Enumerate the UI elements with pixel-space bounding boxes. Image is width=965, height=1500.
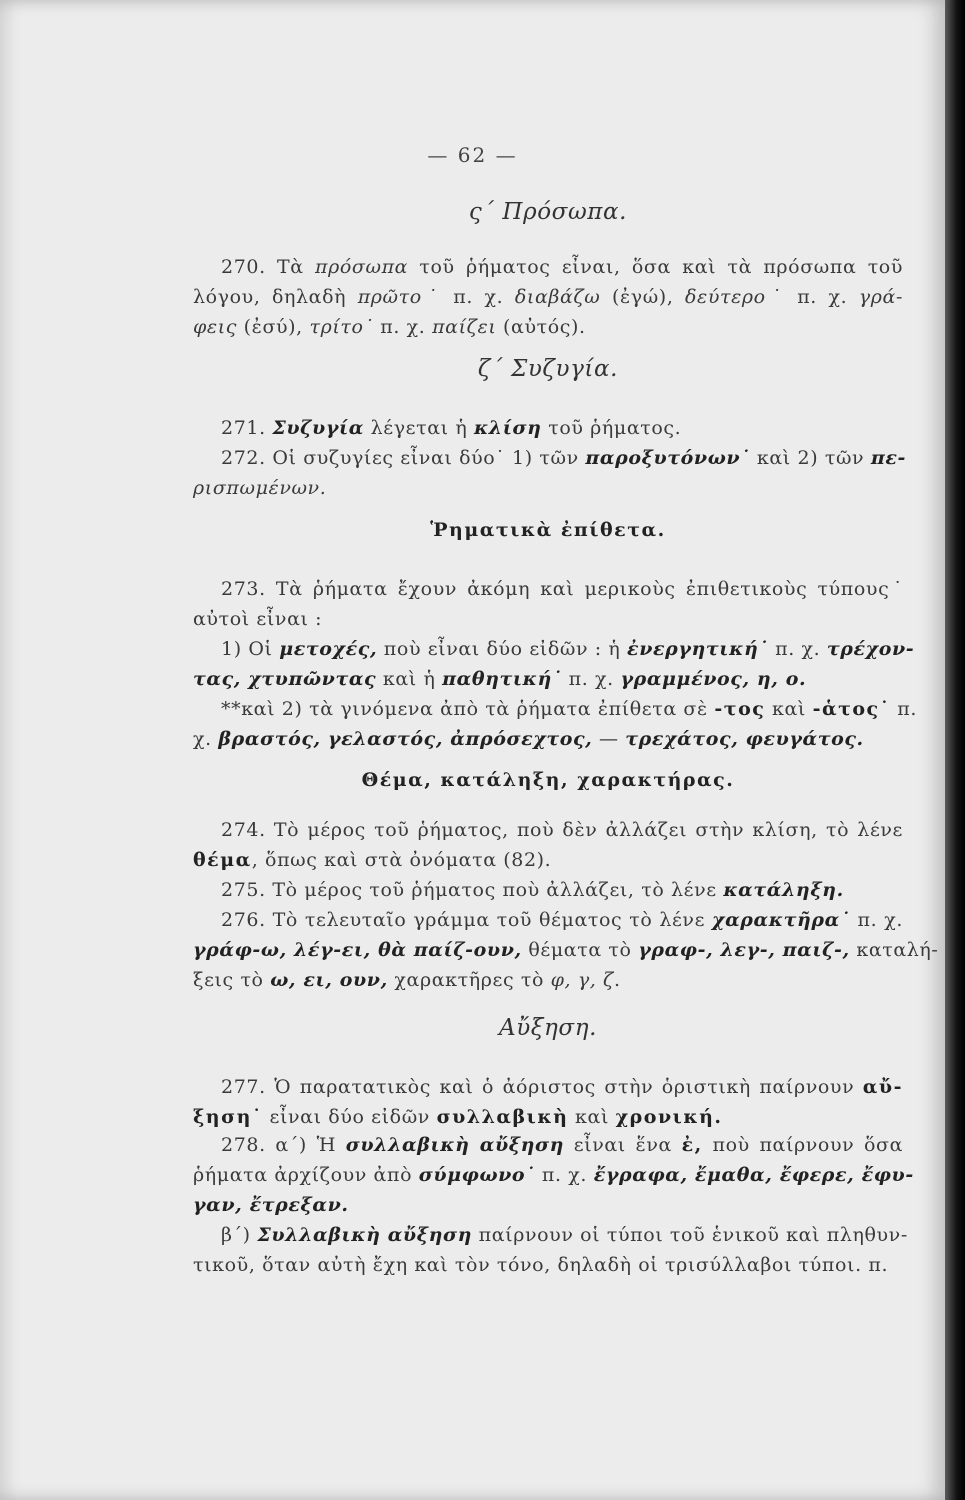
section-title-syzygia: ζ΄ Συζυγία.: [477, 356, 619, 382]
paragraph-274: 274. Τὸ μέρος τοῦ ῥήματος, ποὺ δὲν ἀλλάζει στὴν κλίση, τὸ λένε θέμα, ὅπως καὶ στὰ ὀνόματα (82).: [193, 819, 903, 871]
paragraph-275: 275. Τὸ μέρος τοῦ ῥήματος ποὺ ἀλλάζει, τὸ λένε κατάληξη.: [221, 879, 844, 901]
paragraph-272: 272. Οἱ συζυγίες εἶναι δύο˙ 1) τῶν παροξυτόνων˙ καὶ 2) τῶν πε- ρισπωμένων.: [193, 447, 906, 499]
section-title-thema: Θέμα, κατάληξη, χαρακτήρας.: [361, 769, 735, 791]
paragraph-278: 278. α΄) Ἡ συλλαβικὴ αὔξηση εἶναι ἕνα ἐ, ποὺ παίρνουν ὅσα ῥήματα ἀρχίζουν ἀπὸ σύμφωνο˙ π. χ. ἔγραφα, ἔμαθα, ἔφερε, ἔφυ- γαν, ἔτρεξαν. β΄) Συλλαβικὴ αὔξηση παίρνουν οἱ τύποι τοῦ ἑνικοῦ καὶ πληθυν- τικοῦ, ὅταν αὐτὴ ἔχη καὶ τὸν τόνο, δηλαδὴ οἱ τρισύλλαβοι τύποι. π.: [193, 1134, 914, 1276]
section-title-afxisi: Αὔξηση.: [498, 1015, 598, 1041]
section-title-prosopa: ς΄ Πρόσωπα.: [468, 199, 628, 225]
paragraph-270: 270. Τὰ πρόσωπα τοῦ ῥήματος εἶναι, ὅσα καὶ τὰ πρόσωπα τοῦ λόγου, δηλαδὴ πρῶτο˙ π. χ. διαβάζω (ἐγώ), δεύτερο˙ π. χ. γρά- φεις (ἐσύ), τρίτο˙ π. χ. παίζει (αὐτός).: [193, 256, 903, 338]
paragraph-273: 273. Τὰ ῥήματα ἔχουν ἀκόμη καὶ μερικοὺς ἐπιθετικοὺς τύπους˙ αὐτοὶ εἶναι : 1) Οἱ μετοχές, ποὺ εἶναι δύο εἰδῶν : ἡ ἐνεργητική˙ π. χ. τρέχον- τας, χτυπῶντας καὶ ἡ παθητική˙ π. χ. γραμμένος, η, ο. **καὶ 2) τὰ γινόμενα ἀπὸ τὰ ῥήματα ἐπίθετα σὲ -τος καὶ -ἁτος˙ π. χ. βραστός, γελαστός, ἀπρόσεχτος, — τρεχάτος, φευγάτος.: [193, 578, 917, 750]
section-title-rimatika-epitheta: Ῥηματικὰ ἐπίθετα.: [430, 519, 666, 541]
page-edge-shadow: [945, 0, 965, 1500]
paragraph-277: 277. Ὁ παρατατικὸς καὶ ὁ ἀόριστος στὴν ὁριστικὴ παίρνουν αὔ- ξηση˙ εἶναι δύο εἰδῶν συλλαβικὴ καὶ χρονική.: [193, 1076, 903, 1128]
paragraph-276: 276. Τὸ τελευταῖο γράμμα τοῦ θέματος τὸ λένε χαρακτῆρα˙ π. χ. γράφ-ω, λέγ-ει, θὰ παίζ-ουν, θέματα τὸ γραφ-, λεγ-, παιζ-, καταλή- ξεις τὸ ω, ει, ουν, χαρακτῆρες τὸ φ, γ, ζ.: [193, 909, 939, 991]
paragraph-271: 271. Συζυγία λέγεται ἡ κλίση τοῦ ῥήματος.: [221, 417, 682, 439]
page-number: — 62 —: [427, 143, 518, 167]
